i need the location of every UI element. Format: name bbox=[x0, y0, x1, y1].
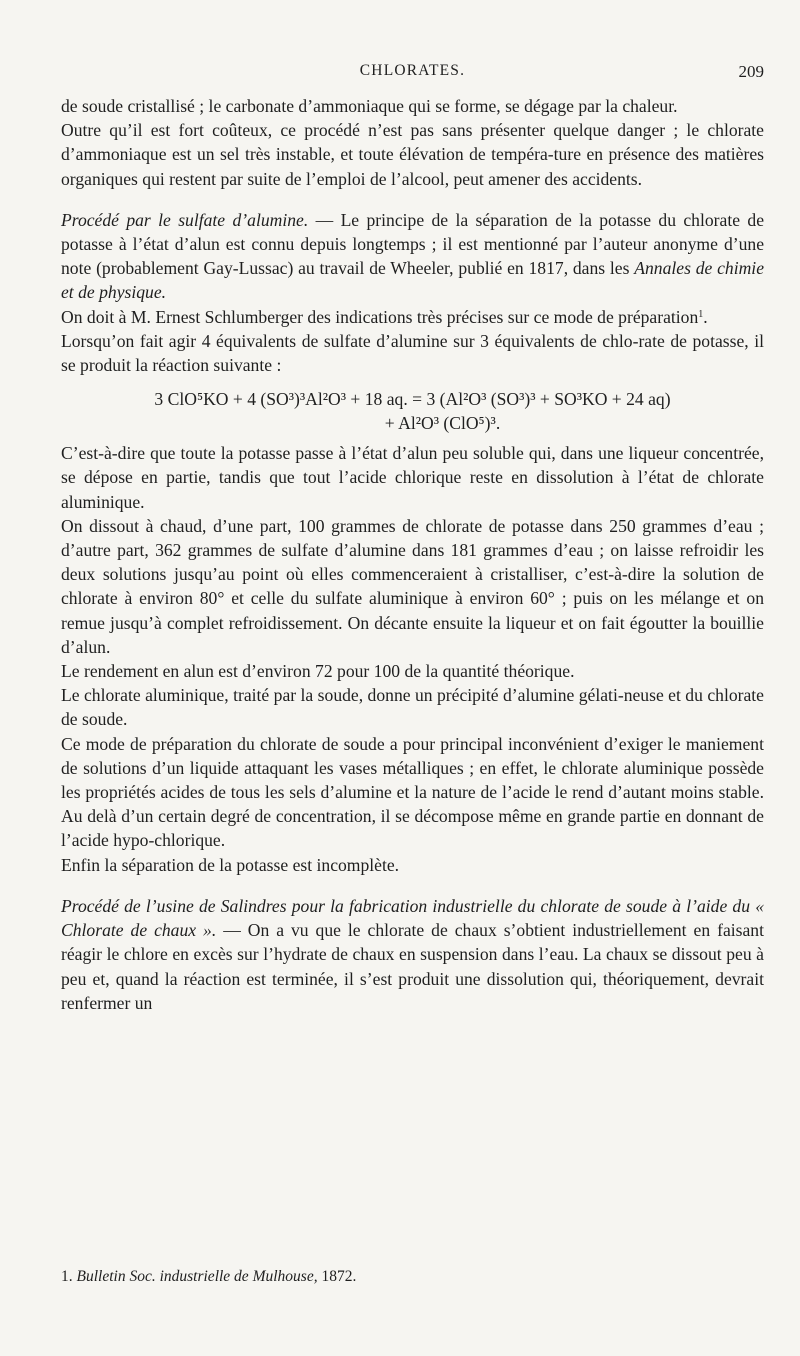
running-title: CHLORATES. bbox=[359, 62, 466, 79]
paragraph: Enfin la séparation de la potasse est incomplète. bbox=[61, 854, 400, 875]
paragraph: Ce mode de préparation du chlorate de soude a pour principal inconvénient d’exiger le maniement de solutions d’un liquide attaquant les vases métalliques ; en effet, le chlorate aluminique possède les propriétés acides de tous les sels d’alumine et la nature de l’acide le rend d’autant moins stable. Au delà d’un certain degré de concentration, il se décompose même en grande partie en donnant de l’acide hypo-chlorique. bbox=[61, 733, 764, 851]
page-number: 209 bbox=[738, 62, 764, 81]
section-heading: Procédé par le sulfate d’alumine. bbox=[61, 209, 309, 230]
paragraph: Outre qu’il est fort coûteux, ce procédé n’est pas sans présenter quelque danger ; le chlorate d’ammoniaque est un sel très instable, et toute élévation de tempéra-ture en présence des matières organiques qui restent par suite de l’emploi de l’alcool, peut amener des accidents. bbox=[61, 120, 764, 189]
body-text bbox=[61, 94, 764, 1015]
paragraph-text: On doit à M. Ernest Schlumberger des indications très précises sur ce mode de préparation bbox=[61, 306, 699, 327]
footnote-year: 1872. bbox=[317, 1268, 357, 1285]
paragraph-salindres-method bbox=[61, 894, 764, 1015]
paragraph-text: — On a vu que le chlorate de chaux s’obtient industriellement en faisant réagir le chlore en excès sur l’hydrate de chaux en suspension dans l’eau. La chaux se dissout peu à peu et, quand la réaction est terminée, il s’est produit une dissolution qui, théoriquement, devrait renfermer un bbox=[61, 920, 764, 1013]
equation-line-2: + Al²O³ (ClO⁵)³. bbox=[384, 413, 501, 434]
paragraph-text: . bbox=[703, 306, 708, 327]
footnote bbox=[61, 1268, 764, 1286]
paragraph-alumine-method bbox=[61, 208, 764, 305]
footnote-source: Bulletin Soc. industrielle de Mulhouse, bbox=[76, 1268, 318, 1285]
paragraph: On dissout à chaud, d’une part, 100 grammes de chlorate de potasse dans 250 grammes d’eau ; d’autre part, 362 grammes de sulfate d’alumine dans 181 grammes d’eau ; on laisse refroidir les deux solutions jusqu’au point où elles commenceraient à cristalliser, c’est-à-dire la solution de chlorate à environ 80° et celle du sulfate aluminique à environ 60° ; puis on les mélange et on remue jusqu’à complet refroidissement. On décante ensuite la liqueur et on fait égoutter la bouillie d’alun. bbox=[61, 515, 764, 657]
footnote-marker: 1 bbox=[698, 308, 704, 320]
running-head bbox=[61, 62, 764, 86]
chemical-equation bbox=[61, 387, 764, 435]
paragraph: de soude cristallisé ; le carbonate d’ammoniaque qui se forme, se dégage par la chaleur. bbox=[61, 96, 678, 116]
paragraph: C’est-à-dire que toute la potasse passe à l’état d’alun peu soluble qui, dans une liqueur concentrée, se dépose en partie, tandis que tout l’acide chlorique reste en dissolution à l’état de chlorate aluminique. bbox=[61, 443, 764, 512]
paragraph: Lorsqu’on fait agir 4 équivalents de sulfate d’alumine sur 3 équivalents de chlo-rate de potasse, il se produit la réaction suivante : bbox=[61, 330, 764, 376]
section-heading: Procédé de l’usine de Salindres pour la fabrication industrielle du chlorate de soude à l’aide du « Chlorate de chaux ». bbox=[61, 895, 764, 941]
paragraph: Le chlorate aluminique, traité par la soude, donne un précipité d’alumine gélati-neuse et du chlorate de soude. bbox=[61, 685, 764, 730]
journal-reference: Annales de chimie et de physique. bbox=[61, 258, 765, 303]
paragraph bbox=[61, 305, 764, 329]
equation-line-1: 3 ClO⁵KO + 4 (SO³)³Al²O³ + 18 aq. = 3 (Al²O³ (SO³)³ + SO³KO + 24 aq) bbox=[154, 389, 671, 410]
footnote-number: 1. bbox=[61, 1268, 73, 1285]
paragraph-text: — Le principe de la séparation de la potasse du chlorate de potasse à l’état d’alun est connu depuis longtemps ; il est mentionné par l’auteur anonyme d’une note (probablement Gay-Lussac) au travail de Wheeler, publié en 1817, dans les bbox=[61, 209, 764, 279]
paragraph: Le rendement en alun est d’environ 72 pour 100 de la quantité théorique. bbox=[61, 661, 575, 682]
